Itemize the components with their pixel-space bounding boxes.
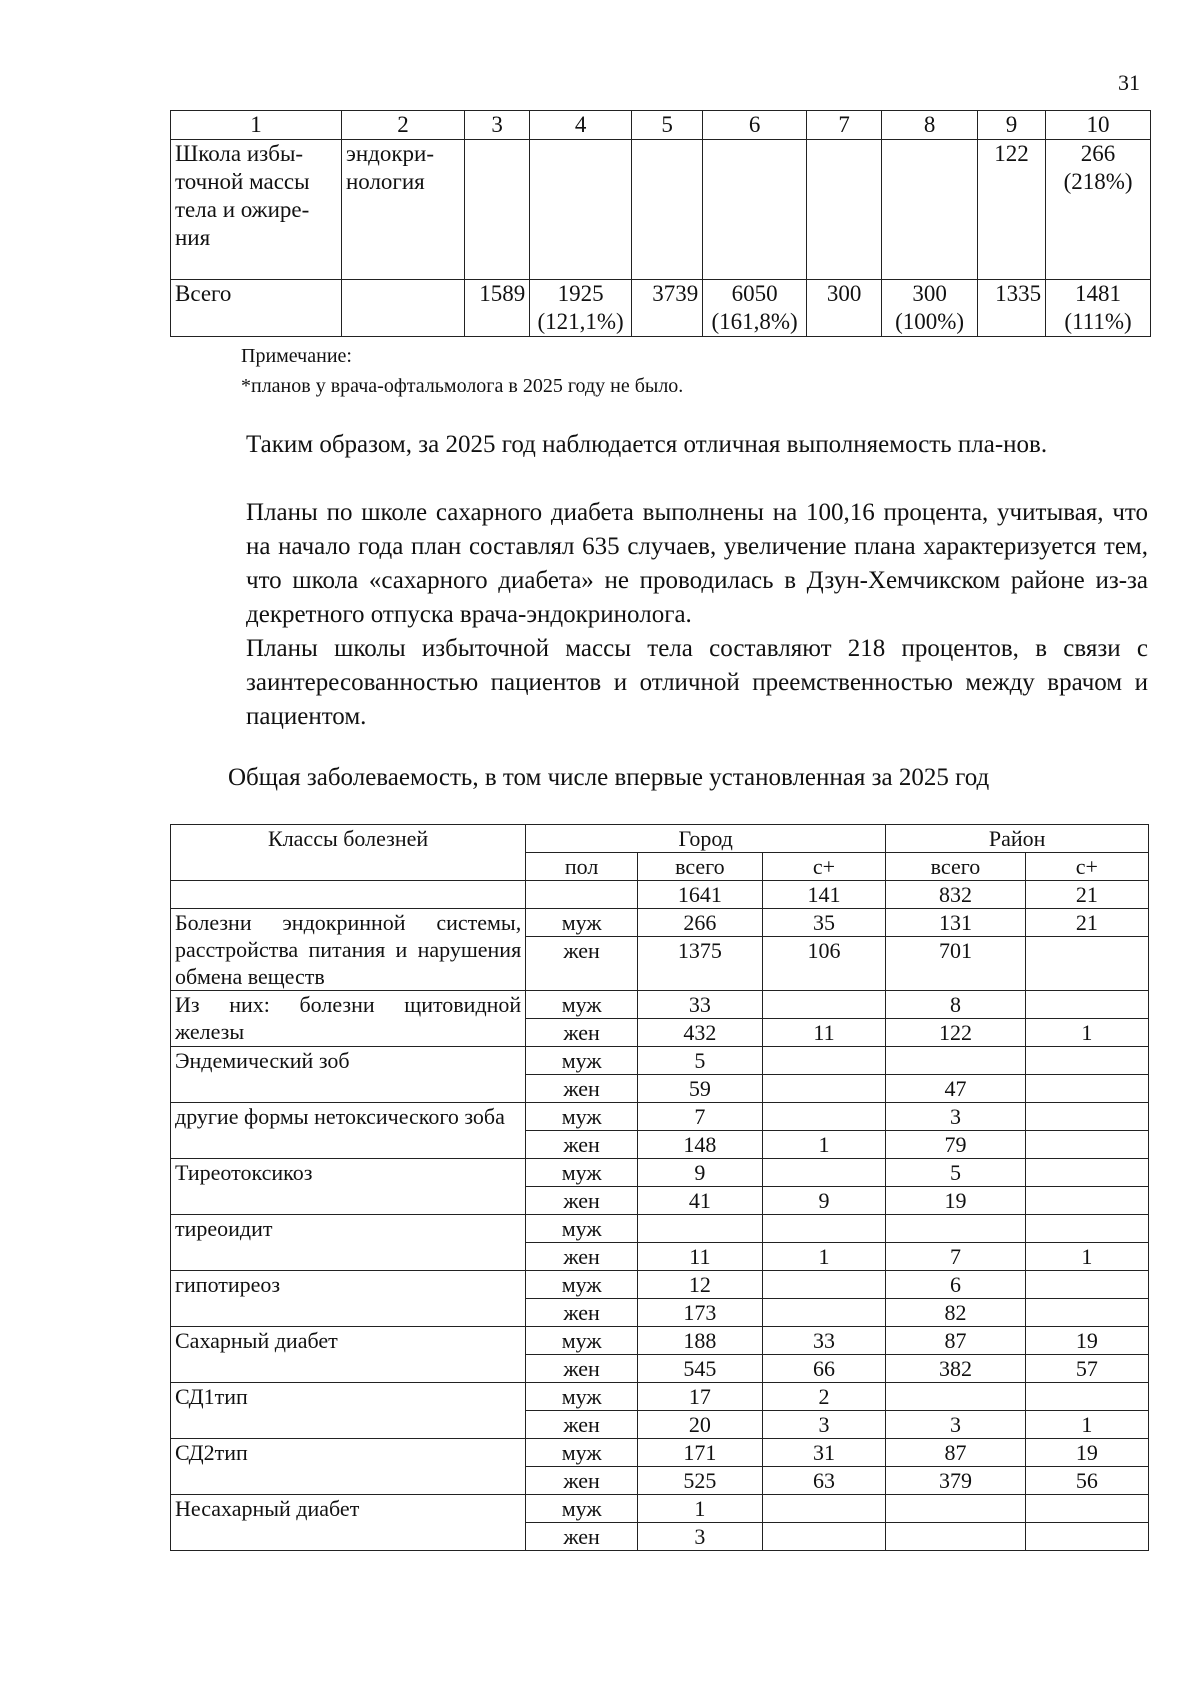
morbidity-row — [171, 909, 1149, 937]
city-cplus-cell — [762, 1495, 885, 1523]
morbidity-table-title: Общая заболеваемость, в том числе впервые установленная за 2025 год — [228, 764, 990, 791]
district-total-cell: 131 — [886, 909, 1025, 937]
sex-cell: жен — [526, 1019, 638, 1047]
district-cplus-cell — [1025, 1383, 1148, 1411]
city-total-cell: 188 — [638, 1327, 763, 1355]
sex-cell: муж — [526, 1103, 638, 1131]
plans-cell-percent: (111%) — [1064, 309, 1132, 334]
note-label: Примечание: — [241, 345, 352, 367]
plans-cell — [806, 140, 881, 280]
city-cplus-cell: 11 — [762, 1019, 885, 1047]
disease-class-cell: Сахарный диабет — [171, 1327, 526, 1383]
district-total-cell — [886, 1215, 1025, 1243]
city-total-cell: 3 — [638, 1523, 763, 1551]
morbidity-table-body — [171, 909, 1149, 1551]
plans-table-row — [171, 280, 1151, 337]
city-cplus-cell: 9 — [762, 1187, 885, 1215]
paragraph-3 — [174, 632, 1148, 734]
morbidity-row — [171, 1383, 1149, 1411]
district-total-cell: 5 — [886, 1159, 1025, 1187]
district-total-cell: 79 — [886, 1131, 1025, 1159]
city-total-cell: 17 — [638, 1383, 763, 1411]
plans-cell-percent: (121,1%) — [537, 309, 624, 334]
sex-cell: жен — [526, 1467, 638, 1495]
header-classes: Классы болезней — [171, 825, 526, 881]
morbidity-row — [171, 1439, 1149, 1467]
totals-city-cplus: 141 — [762, 881, 885, 909]
city-cplus-cell: 35 — [762, 909, 885, 937]
header-city-cplus: с+ — [762, 853, 885, 881]
paragraph-1 — [174, 428, 1148, 462]
district-total-cell: 382 — [886, 1355, 1025, 1383]
morbidity-row — [171, 1103, 1149, 1131]
district-cplus-cell — [1025, 1523, 1148, 1551]
header-district: Район — [886, 825, 1149, 853]
sex-cell: жен — [526, 1131, 638, 1159]
paragraph-2-text: Планы по школе сахарного диабета выполнены на 100,16 процента, учитывая, что на начало года план составлял 635 случаев, увеличение плана характеризуется тем, что школа «сахарного диабета» не проводилась в Дзун-Хемчикском районе из-за декретного отпуска врача-эндокринолога. — [246, 499, 1148, 628]
plans-header-cell: 7 — [806, 111, 881, 140]
plans-header-cell: 3 — [465, 111, 530, 140]
disease-class-cell: Тиреотоксикоз — [171, 1159, 526, 1215]
plans-table — [170, 110, 1151, 337]
city-total-cell: 432 — [638, 1019, 763, 1047]
city-total-cell: 545 — [638, 1355, 763, 1383]
district-total-cell — [886, 1047, 1025, 1075]
city-cplus-cell — [762, 1523, 885, 1551]
plans-header-cell: 2 — [341, 111, 464, 140]
city-total-cell: 11 — [638, 1243, 763, 1271]
morbidity-row — [171, 1215, 1149, 1243]
sex-cell: жен — [526, 1075, 638, 1103]
district-cplus-cell — [1025, 1047, 1148, 1075]
district-cplus-cell: 19 — [1025, 1439, 1148, 1467]
city-total-cell: 20 — [638, 1411, 763, 1439]
morbidity-row — [171, 1327, 1149, 1355]
sex-cell: жен — [526, 937, 638, 991]
plans-header-cell: 4 — [530, 111, 632, 140]
paragraph-3-text: Планы школы избыточной массы тела составляют 218 процентов, в связи с заинтересованностью пациентов и отличной преемственностью между врачом и пациентом. — [246, 635, 1148, 730]
plans-cell: 3739 — [631, 280, 702, 337]
city-cplus-cell: 63 — [762, 1467, 885, 1495]
sex-cell: муж — [526, 1215, 638, 1243]
district-total-cell: 7 — [886, 1243, 1025, 1271]
plans-cell-value: 1925 — [557, 281, 604, 306]
sex-cell: жен — [526, 1523, 638, 1551]
city-cplus-cell — [762, 1047, 885, 1075]
plans-header-cell: 6 — [703, 111, 807, 140]
city-total-cell: 1375 — [638, 937, 763, 991]
city-total-cell: 266 — [638, 909, 763, 937]
sex-cell: муж — [526, 1159, 638, 1187]
disease-class-cell: Болезни эндокринной системы, расстройства питания и нарушения обмена веществ — [171, 909, 526, 991]
plans-cell — [530, 280, 632, 337]
page-number: 31 — [1118, 70, 1140, 95]
plans-cell: эндокри-нология — [341, 140, 464, 280]
sex-cell: жен — [526, 1355, 638, 1383]
city-total-cell: 41 — [638, 1187, 763, 1215]
district-total-cell: 87 — [886, 1327, 1025, 1355]
plans-header-cell: 8 — [882, 111, 978, 140]
city-cplus-cell — [762, 1215, 885, 1243]
sex-cell: муж — [526, 1439, 638, 1467]
morbidity-totals-row — [171, 881, 1149, 909]
paragraph-1-text: Таким образом, за 2025 год наблюдается отличная выполняемость пла-нов. — [246, 431, 1048, 458]
city-cplus-cell — [762, 1299, 885, 1327]
plans-cell: 1589 — [465, 280, 530, 337]
district-cplus-cell — [1025, 991, 1148, 1019]
plans-cell — [703, 140, 807, 280]
district-cplus-cell: 1 — [1025, 1019, 1148, 1047]
plans-cell-value: 266 — [1080, 141, 1116, 166]
district-cplus-cell: 19 — [1025, 1327, 1148, 1355]
district-total-cell: 82 — [886, 1299, 1025, 1327]
plans-table-header-row — [171, 111, 1151, 140]
district-cplus-cell — [1025, 1495, 1148, 1523]
plans-cell — [1046, 280, 1151, 337]
city-cplus-cell: 3 — [762, 1411, 885, 1439]
plans-cell: Школа избы-точной массы тела и ожире-ния — [171, 140, 342, 280]
disease-class-cell: Несахарный диабет — [171, 1495, 526, 1551]
plans-header-cell: 1 — [171, 111, 342, 140]
totals-label — [171, 881, 526, 909]
city-total-cell: 5 — [638, 1047, 763, 1075]
plans-cell-value: 300 — [912, 281, 947, 306]
disease-class-cell: Из них: болезни щитовидной железы — [171, 991, 526, 1047]
disease-class-cell: тиреоидит — [171, 1215, 526, 1271]
district-cplus-cell: 56 — [1025, 1467, 1148, 1495]
city-total-cell — [638, 1215, 763, 1243]
city-total-cell: 7 — [638, 1103, 763, 1131]
plans-header-cell: 5 — [631, 111, 702, 140]
totals-district-total: 832 — [886, 881, 1025, 909]
plans-cell — [882, 140, 978, 280]
city-cplus-cell — [762, 1075, 885, 1103]
district-cplus-cell: 21 — [1025, 909, 1148, 937]
plans-cell — [882, 280, 978, 337]
plans-cell — [703, 280, 807, 337]
morbidity-row — [171, 1495, 1149, 1523]
plans-cell: 1335 — [977, 280, 1045, 337]
plans-cell — [530, 140, 632, 280]
sex-cell: жен — [526, 1187, 638, 1215]
sex-cell: муж — [526, 1271, 638, 1299]
plans-cell — [341, 280, 464, 337]
header-city: Город — [526, 825, 886, 853]
district-total-cell: 701 — [886, 937, 1025, 991]
city-total-cell: 173 — [638, 1299, 763, 1327]
plans-cell — [465, 140, 530, 280]
city-cplus-cell — [762, 991, 885, 1019]
district-cplus-cell — [1025, 1103, 1148, 1131]
city-total-cell: 12 — [638, 1271, 763, 1299]
sex-cell: жен — [526, 1411, 638, 1439]
district-cplus-cell — [1025, 1299, 1148, 1327]
district-total-cell: 47 — [886, 1075, 1025, 1103]
city-total-cell: 33 — [638, 991, 763, 1019]
city-total-cell: 171 — [638, 1439, 763, 1467]
morbidity-row — [171, 1047, 1149, 1075]
district-total-cell: 87 — [886, 1439, 1025, 1467]
plans-cell: 122 — [977, 140, 1045, 280]
disease-class-cell: Эндемический зоб — [171, 1047, 526, 1103]
district-total-cell: 3 — [886, 1103, 1025, 1131]
city-cplus-cell: 33 — [762, 1327, 885, 1355]
plans-cell-percent: (161,8%) — [711, 309, 798, 334]
plans-cell-value: 1481 — [1075, 281, 1122, 306]
district-cplus-cell — [1025, 1131, 1148, 1159]
city-total-cell: 525 — [638, 1467, 763, 1495]
district-cplus-cell — [1025, 1187, 1148, 1215]
morbidity-table — [170, 824, 1149, 1551]
sex-cell: муж — [526, 1383, 638, 1411]
city-cplus-cell: 2 — [762, 1383, 885, 1411]
city-cplus-cell: 66 — [762, 1355, 885, 1383]
district-cplus-cell — [1025, 1159, 1148, 1187]
morbidity-row — [171, 1159, 1149, 1187]
district-total-cell — [886, 1523, 1025, 1551]
plans-cell: Всего — [171, 280, 342, 337]
district-total-cell: 6 — [886, 1271, 1025, 1299]
plans-cell-percent: (218%) — [1063, 169, 1133, 194]
district-cplus-cell — [1025, 1215, 1148, 1243]
sex-cell: муж — [526, 991, 638, 1019]
district-cplus-cell — [1025, 1271, 1148, 1299]
note-text: *планов у врача-офтальмолога в 2025 году не было. — [241, 375, 684, 397]
plans-cell-percent: (100%) — [895, 309, 965, 334]
header-district-total: всего — [886, 853, 1025, 881]
city-cplus-cell: 31 — [762, 1439, 885, 1467]
district-total-cell: 379 — [886, 1467, 1025, 1495]
district-cplus-cell: 1 — [1025, 1411, 1148, 1439]
plans-cell — [1046, 140, 1151, 280]
district-cplus-cell: 57 — [1025, 1355, 1148, 1383]
totals-sex — [526, 881, 638, 909]
disease-class-cell: СД2тип — [171, 1439, 526, 1495]
plans-header-cell: 10 — [1046, 111, 1151, 140]
city-total-cell: 148 — [638, 1131, 763, 1159]
district-total-cell: 122 — [886, 1019, 1025, 1047]
morbidity-row — [171, 1271, 1149, 1299]
paragraph-2 — [174, 496, 1148, 632]
totals-district-cplus: 21 — [1025, 881, 1148, 909]
sex-cell: жен — [526, 1243, 638, 1271]
header-sex: пол — [526, 853, 638, 881]
disease-class-cell: СД1тип — [171, 1383, 526, 1439]
district-total-cell: 3 — [886, 1411, 1025, 1439]
morbidity-row — [171, 991, 1149, 1019]
header-city-total: всего — [638, 853, 763, 881]
plans-cell-value: 6050 — [731, 281, 778, 306]
sex-cell: муж — [526, 1047, 638, 1075]
city-cplus-cell — [762, 1159, 885, 1187]
plans-table-row — [171, 140, 1151, 280]
city-cplus-cell: 106 — [762, 937, 885, 991]
city-total-cell: 9 — [638, 1159, 763, 1187]
city-total-cell: 59 — [638, 1075, 763, 1103]
district-total-cell — [886, 1495, 1025, 1523]
district-total-cell: 8 — [886, 991, 1025, 1019]
plans-cell: 300 — [806, 280, 881, 337]
city-cplus-cell: 1 — [762, 1243, 885, 1271]
city-total-cell: 1 — [638, 1495, 763, 1523]
morbidity-header-row — [171, 825, 1149, 853]
disease-class-cell: гипотиреоз — [171, 1271, 526, 1327]
sex-cell: муж — [526, 1495, 638, 1523]
totals-city-total: 1641 — [638, 881, 763, 909]
sex-cell: жен — [526, 1299, 638, 1327]
district-cplus-cell — [1025, 1075, 1148, 1103]
sex-cell: муж — [526, 1327, 638, 1355]
district-total-cell — [886, 1383, 1025, 1411]
disease-class-cell: другие формы нетоксического зоба — [171, 1103, 526, 1159]
district-cplus-cell: 1 — [1025, 1243, 1148, 1271]
district-total-cell: 19 — [886, 1187, 1025, 1215]
plans-cell — [631, 140, 702, 280]
city-cplus-cell: 1 — [762, 1131, 885, 1159]
district-cplus-cell — [1025, 937, 1148, 991]
plans-header-cell: 9 — [977, 111, 1045, 140]
sex-cell: муж — [526, 909, 638, 937]
city-cplus-cell — [762, 1103, 885, 1131]
city-cplus-cell — [762, 1271, 885, 1299]
header-district-cplus: с+ — [1025, 853, 1148, 881]
